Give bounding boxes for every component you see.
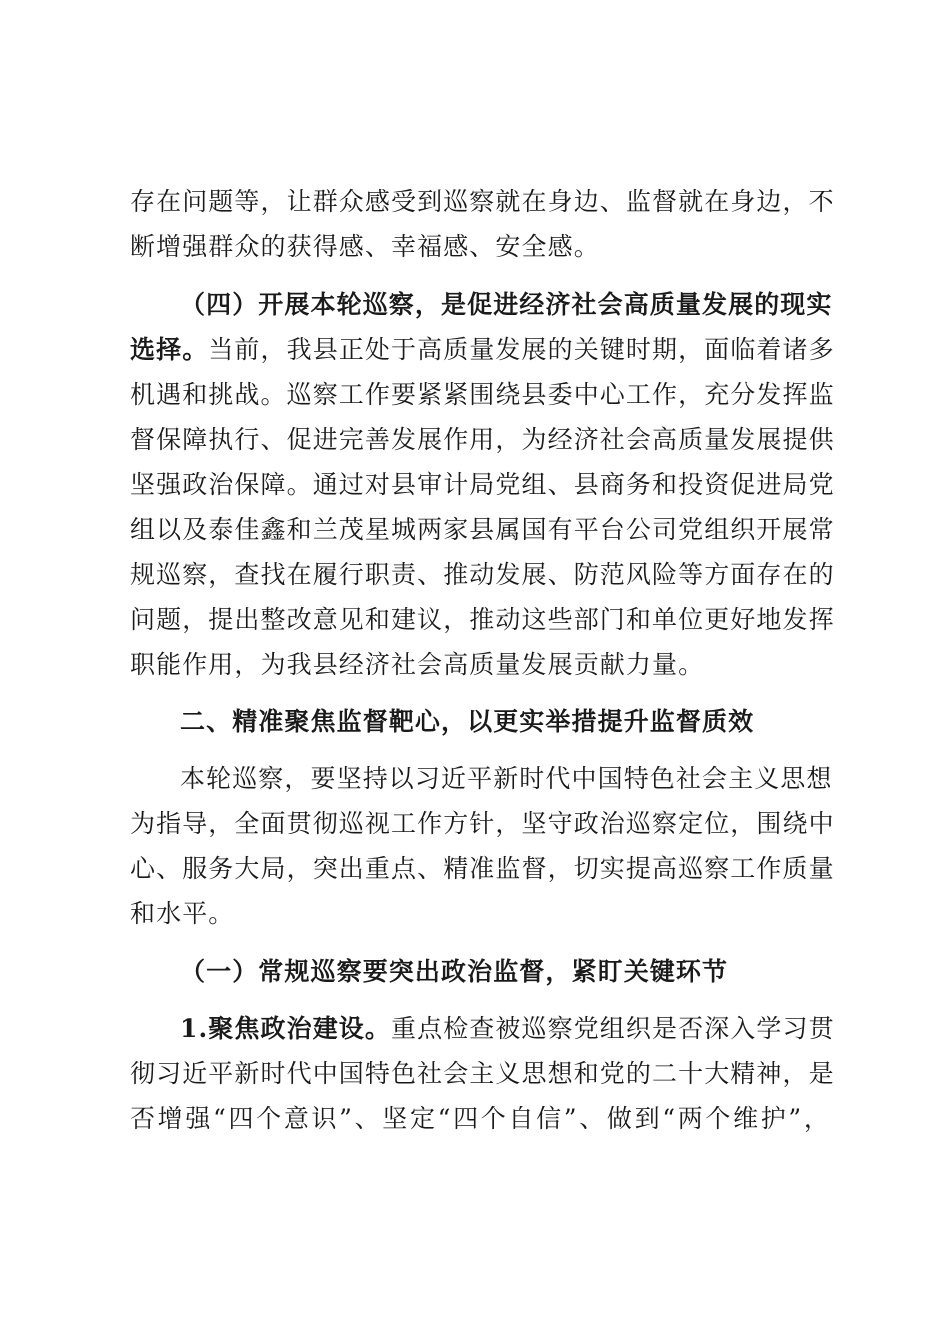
- section-heading: 二、精准聚焦监督靶心，以更实举措提升监督质效: [180, 707, 755, 736]
- paragraph-fragment: 当前，我县正处于高质量发展的关键时期，面临着诸多: [208, 335, 835, 364]
- subheading-fragment: 选择。: [130, 335, 209, 364]
- paragraph-line: [130, 335, 835, 365]
- paragraph-line: 职能作用，为我县经济社会高质量发展贡献力量。: [130, 650, 705, 679]
- paragraph-line: 心、服务大局，突出重点、精准监督，切实提高巡察工作质量: [130, 854, 835, 883]
- paragraph-line: 组以及泰佳鑫和兰茂星城两家县属国有平台公司党组织开展常: [130, 515, 835, 544]
- paragraph-line: 规巡察，查找在履行职责、推动发展、防范风险等方面存在的: [130, 560, 835, 589]
- paragraph-line: 问题，提出整改意见和建议，推动这些部门和单位更好地发挥: [130, 605, 835, 634]
- paragraph-line: 督保障执行、促进完善发展作用，为经济社会高质量发展提供: [130, 425, 835, 454]
- paragraph-line: [180, 1014, 835, 1044]
- paragraph-line: 本轮巡察，要坚持以习近平新时代中国特色社会主义思想: [180, 764, 833, 793]
- paragraph-line: 否增强“四个意识”、坚定“四个自信”、做到“两个维护”，: [130, 1104, 830, 1133]
- paragraph-line: 机遇和挑战。巡察工作要紧紧围绕县委中心工作，充分发挥监: [130, 380, 835, 409]
- paragraph-line: 存在问题等，让群众感受到巡察就在身边、监督就在身边，不: [130, 187, 835, 216]
- paragraph-line: 坚强政治保障。通过对县审计局党组、县商务和投资促进局党: [130, 470, 835, 499]
- paragraph-fragment: 重点检查被巡察党组织是否深入学习贯: [391, 1014, 835, 1043]
- paragraph-line: 彻习近平新时代中国特色社会主义思想和党的二十大精神，是: [130, 1059, 835, 1088]
- paragraph-line: 和水平。: [130, 899, 235, 928]
- item-heading: 1.聚焦政治建设。: [180, 1014, 391, 1043]
- paragraph-line: 断增强群众的获得感、幸福感、安全感。: [130, 232, 600, 261]
- subsection-heading: （一）常规巡察要突出政治监督，紧盯关键环节: [180, 957, 729, 986]
- subheading-line: （四）开展本轮巡察，是促进经济社会高质量发展的现实: [180, 290, 833, 319]
- paragraph-line: 为指导，全面贯彻巡视工作方针，坚守政治巡察定位，围绕中: [130, 809, 835, 838]
